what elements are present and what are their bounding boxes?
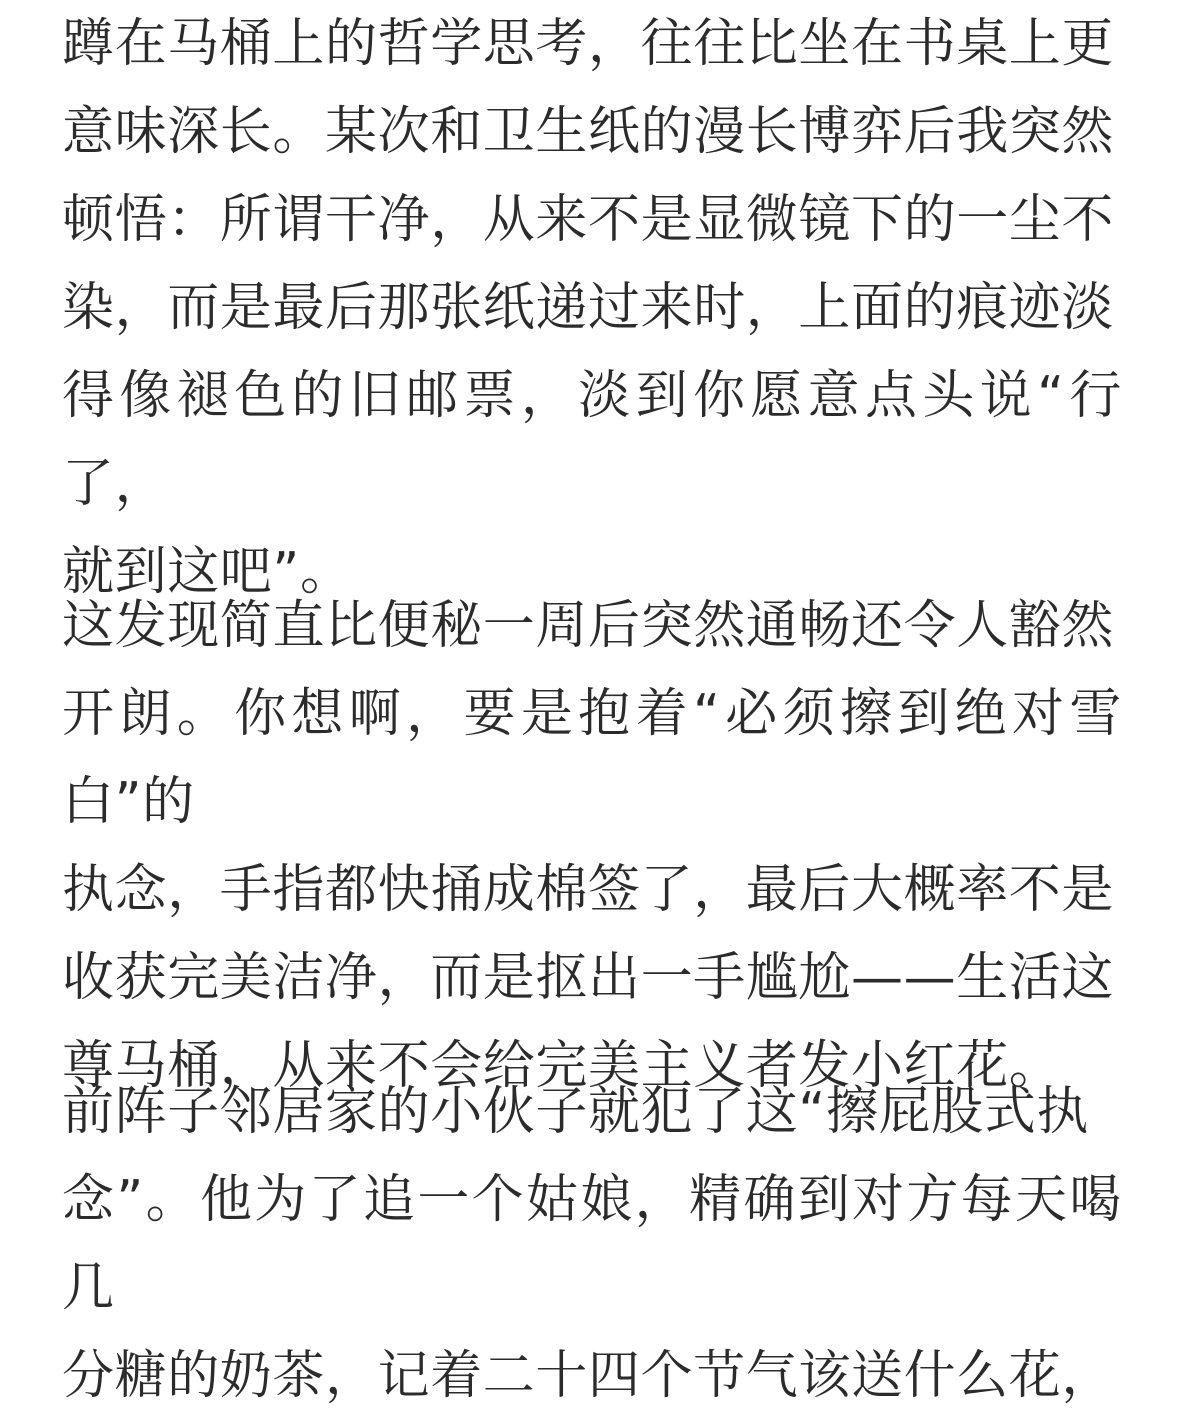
paragraph-3: 前阵子邻居家的小伙子就犯了这“擦屁股式执 念”。他为了追一个姑娘，精确到对方每天喝几 分糖的奶茶，记着二十四个节气该送什么花， [62,1082,1122,1406]
paragraph-2: 这发现简直比便秘一周后突然通畅还令人豁然 开朗。你想啊，要是抱着“必须擦到绝对雪白”的 执念，手指都快捅成棉签了，最后大概率不是 收获完美洁净，而是抠出一手尴尬——生活这 尊马桶，从来不会给完美主义者发小红花。 [62,596,1122,1096]
paragraph-1: 蹲在马桶上的哲学思考，往往比坐在书桌上更 意味深长。某次和卫生纸的漫长博弈后我突然 顿悟：所谓干净，从来不是显微镜下的一尘不 染，而是最后那张纸递过来时，上面的痕迹淡 得像褪色的旧邮票，淡到你愿意点头说“行了， 就到这吧”。 [62,14,1122,602]
